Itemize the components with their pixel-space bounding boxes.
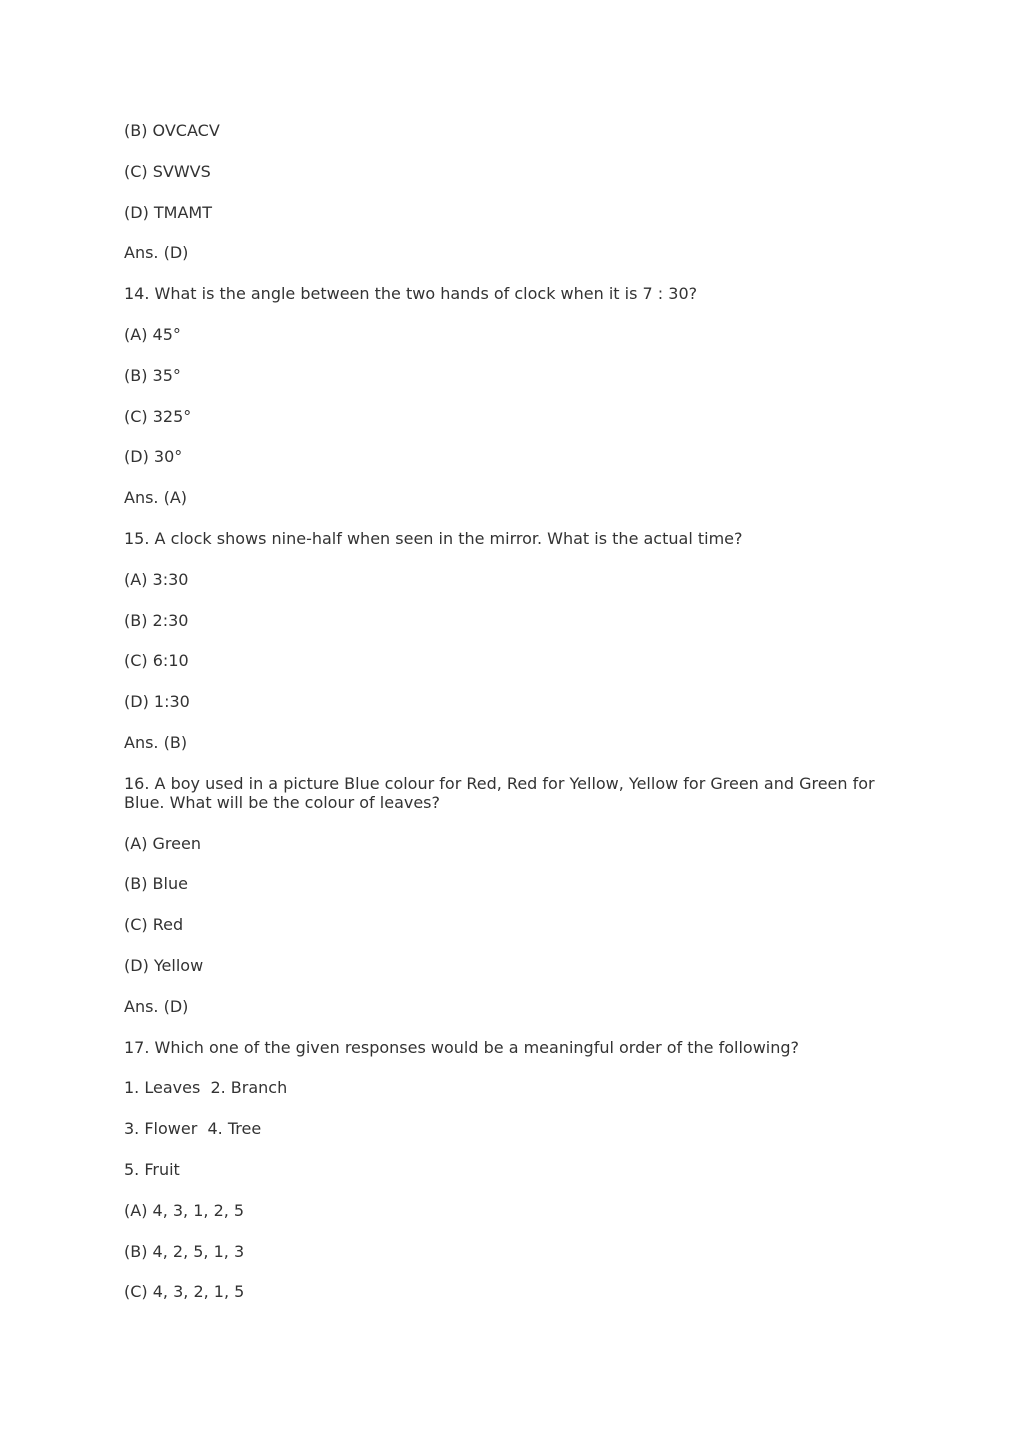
option-line: (D) TMAMT	[124, 202, 212, 222]
item-line: 5. Fruit	[124, 1159, 180, 1179]
answer-line: Ans. (A)	[124, 488, 188, 508]
item-line: 1. Leaves 2. Branch	[124, 1078, 288, 1098]
option-line: (D) 1:30	[124, 692, 190, 712]
answer-line: Ans. (B)	[124, 732, 188, 752]
question-16: 16. A boy used in a picture Blue colour for Red, Red for Yellow, Yellow for Green and Green for Blue. What will be the colour of leaves?	[124, 773, 880, 812]
option-line: (B) Blue	[124, 874, 188, 894]
document-page	[124, 121, 884, 1323]
option-line: (B) 4, 2, 5, 1, 3	[124, 1241, 245, 1261]
option-line: (C) 325°	[124, 406, 192, 426]
option-line: (B) OVCACV	[124, 121, 220, 140]
option-line: (C) 4, 3, 2, 1, 5	[124, 1282, 245, 1302]
option-line: (C) Red	[124, 915, 184, 935]
item-line: 3. Flower 4. Tree	[124, 1119, 262, 1139]
option-line: (D) Yellow	[124, 955, 204, 975]
option-line: (C) 6:10	[124, 651, 189, 671]
option-line: (A) 4, 3, 1, 2, 5	[124, 1200, 245, 1220]
option-line: (A) Green	[124, 833, 201, 853]
question-17: 17. Which one of the given responses would be a meaningful order of the following?	[124, 1037, 800, 1057]
option-line: (D) 30°	[124, 447, 183, 467]
option-line: (A) 3:30	[124, 569, 189, 589]
question-14: 14. What is the angle between the two hands of clock when it is 7 : 30?	[124, 284, 698, 304]
option-line: (B) 35°	[124, 365, 181, 385]
option-line: (B) 2:30	[124, 610, 189, 630]
option-line: (A) 45°	[124, 324, 181, 344]
question-15: 15. A clock shows nine-half when seen in the mirror. What is the actual time?	[124, 528, 743, 548]
option-line: (C) SVWVS	[124, 161, 211, 181]
answer-line: Ans. (D)	[124, 996, 189, 1016]
answer-line: Ans. (D)	[124, 243, 189, 263]
